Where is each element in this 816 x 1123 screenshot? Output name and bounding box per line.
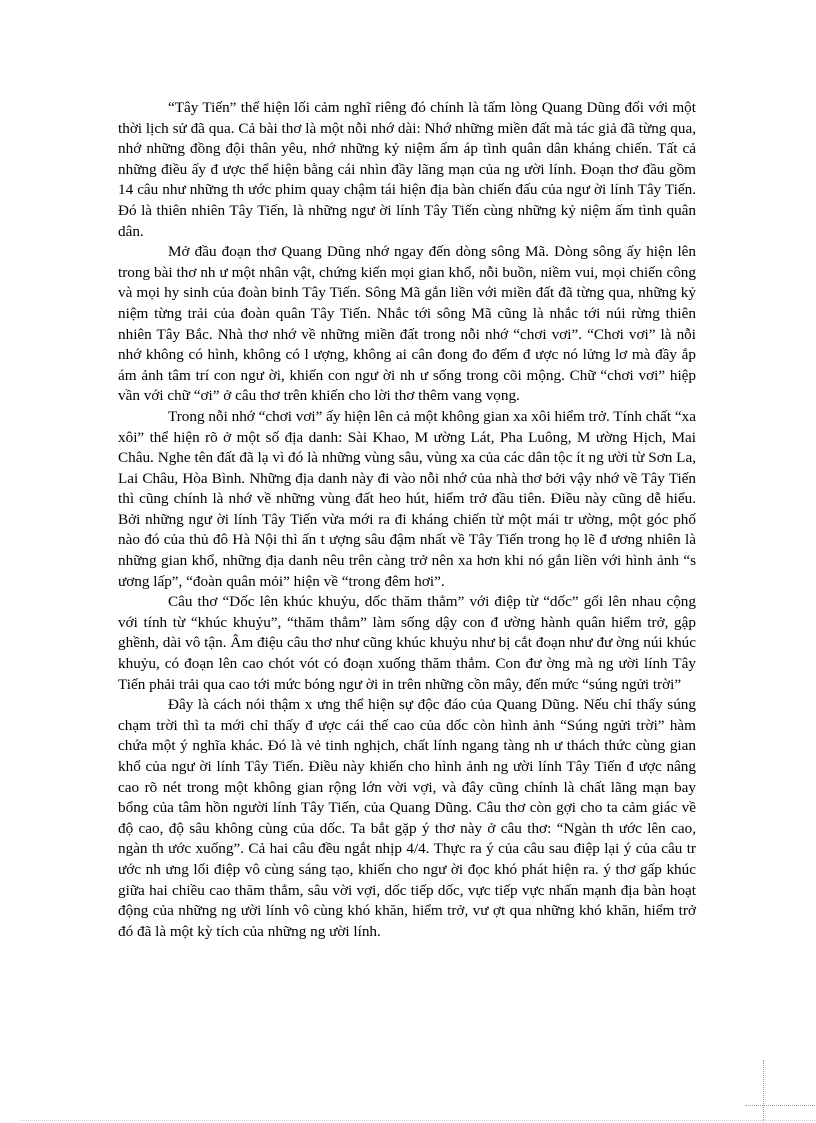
paragraph-1: “Tây Tiến” thể hiện lối cảm nghĩ riêng đó chính là tấm lòng Quang Dũng đối với một thời lịch sử đã qua. Cả bài thơ là một nỗi nhớ dài: Nhớ những miền đất mà tác giả đã từng qua, nhớ những đồng đội thân yêu, nhớ những kỷ niệm ấm áp tình quân dân kháng chiến. Tất cả những điều ấy đ ược thể hiện bằng cái nhìn đầy lãng mạn của ng ười lính. Đoạn thơ đầu gồm 14 câu như những th ước phim quay chậm tái hiện địa bàn chiến đấu của ngư ời lính Tây Tiến. Đó là thiên nhiên Tây Tiến, là những ngư ời lính Tây Tiến cùng những kỷ niệm ấm tình quân dân. — [118, 99, 696, 240]
paragraph-5: Đây là cách nói thậm x ưng thể hiện sự độc đáo của Quang Dũng. Nếu chỉ thấy súng chạm trời thì ta mới chỉ thấy đ ược cái thế cao của dốc còn hình ảnh “Súng ngửi trời” hàm chứa một ý nghĩa khác. Đó là vẻ tinh nghịch, chất lính ngang tàng nh ư thách thức cùng gian khổ của ngư ời lính Tây Tiến. Điều này khiến cho hình ảnh ng ười lính Tây Tiến đ ược nâng cao rõ nét trong một không gian rộng lớn vời vợi, và đây cũng chính là chất lãng mạn bay bổng của tâm hồn người lính Tây Tiến, của Quang Dũng. Câu thơ còn gợi cho ta cảm giác về độ cao, độ sâu không cùng của dốc. Ta bắt gặp ý thơ này ở câu thơ: “Ngàn th ước lên cao, ngàn th ước xuống”. Cả hai câu đều ngắt nhịp 4/4. Thực ra ý của câu sau điệp lại ý của câu tr ước nh ưng lối điệp vô cùng sáng tạo, khiến cho ngư ời đọc khó phát hiện ra. ý thơ gấp khúc giữa hai chiều cao thăm thẳm, sâu vời vợi, dốc tiếp dốc, vực tiếp vực nhấn mạnh địa bàn hoạt động của những ng ười lính vô cùng khó khăn, hiểm trở, vư ợt qua những khó khăn, hiểm trở đó đã là một kỳ tích của những ng ười lính. — [118, 696, 696, 940]
crop-mark-horizontal — [745, 1105, 815, 1106]
page-bottom-border — [20, 1120, 815, 1121]
body-text — [118, 98, 696, 942]
paragraph-3: Trong nỗi nhớ “chơi vơi” ấy hiện lên cả một không gian xa xôi hiểm trở. Tính chất “xa xôi” thể hiện rõ ở một số địa danh: Sài Khao, M ường Lát, Pha Luông, M ường Hịch, Mai Châu. Nghe tên đất đã lạ vì đó là những vùng sâu, vùng xa của các dân tộc ít ng ười từ Sơn La, Lai Châu, Hòa Bình. Những địa danh này đi vào nỗi nhớ của nhà thơ bởi vậy nhớ về Tây Tiến thì cũng chính là nhớ về những vùng đất heo hút, hiểm trở đầu tiên. Điều này cũng dễ hiểu. Bởi những ngư ời lính Tây Tiến vừa mới ra đi kháng chiến từ một mái tr ường, một góc phố nào đó của thủ đô Hà Nội thì ấn t ượng sâu đậm nhất về Tây Tiến trong họ lẽ đ ương nhiên là những gian khổ, những địa danh nêu trên càng trở nên xa hơn khi nó gắn liền với hình ảnh “s ương lấp”, “đoàn quân mỏi” hiện về “trong đêm hơi”. — [118, 407, 696, 590]
paragraph-4: Câu thơ “Dốc lên khúc khuỷu, dốc thăm thẳm” với điệp từ “dốc” gối lên nhau cộng với tính từ “khúc khuỷu”, “thăm thẳm” làm sống dậy con đ ường hành quân hiểm trở, gập ghềnh, dài vô tận. Âm điệu câu thơ như cũng khúc khuỷu như bị cắt đoạn như đư ờng núi khúc khuỷu, có đoạn lên cao chót vót có đoạn xuống thăm thẳm. Con đư ờng mà ng ười lính Tây Tiến phải trải qua cao tới mức bóng ngư ời in trên những cồn mây, đến mức “súng ngửi trời” — [118, 593, 696, 693]
crop-mark-vertical — [763, 1060, 764, 1122]
crop-mark — [745, 1060, 815, 1122]
paragraph-2: Mở đầu đoạn thơ Quang Dũng nhớ ngay đến dòng sông Mã. Dòng sông ấy hiện lên trong bài thơ nh ư một nhân vật, chứng kiến mọi gian khổ, nỗi buồn, niềm vui, mọi chiến công và mọi hy sinh của đoàn binh Tây Tiến. Sông Mã gắn liền với miền đất đã từng qua, những kỷ niệm từng trải của đoàn quân Tây Tiến. Nhắc tới sông Mã cũng là nhắc tới núi rừng thiên nhiên Tây Bắc. Nhà thơ nhớ về những miền đất trong nỗi nhớ “chơi vơi”. “Chơi vơi” là nỗi nhớ không có hình, không có l ượng, không ai cân đong đo đếm đ ược nó lửng lơ mà đầy ắp ám ảnh tâm trí con ngư ời, khiến con ngư ời nh ư sống trong cõi mộng. Chữ “chơi vơi” hiệp vần với chữ “ơi” ở câu thơ trên khiến cho lời thơ thêm vang vọng. — [118, 243, 696, 405]
